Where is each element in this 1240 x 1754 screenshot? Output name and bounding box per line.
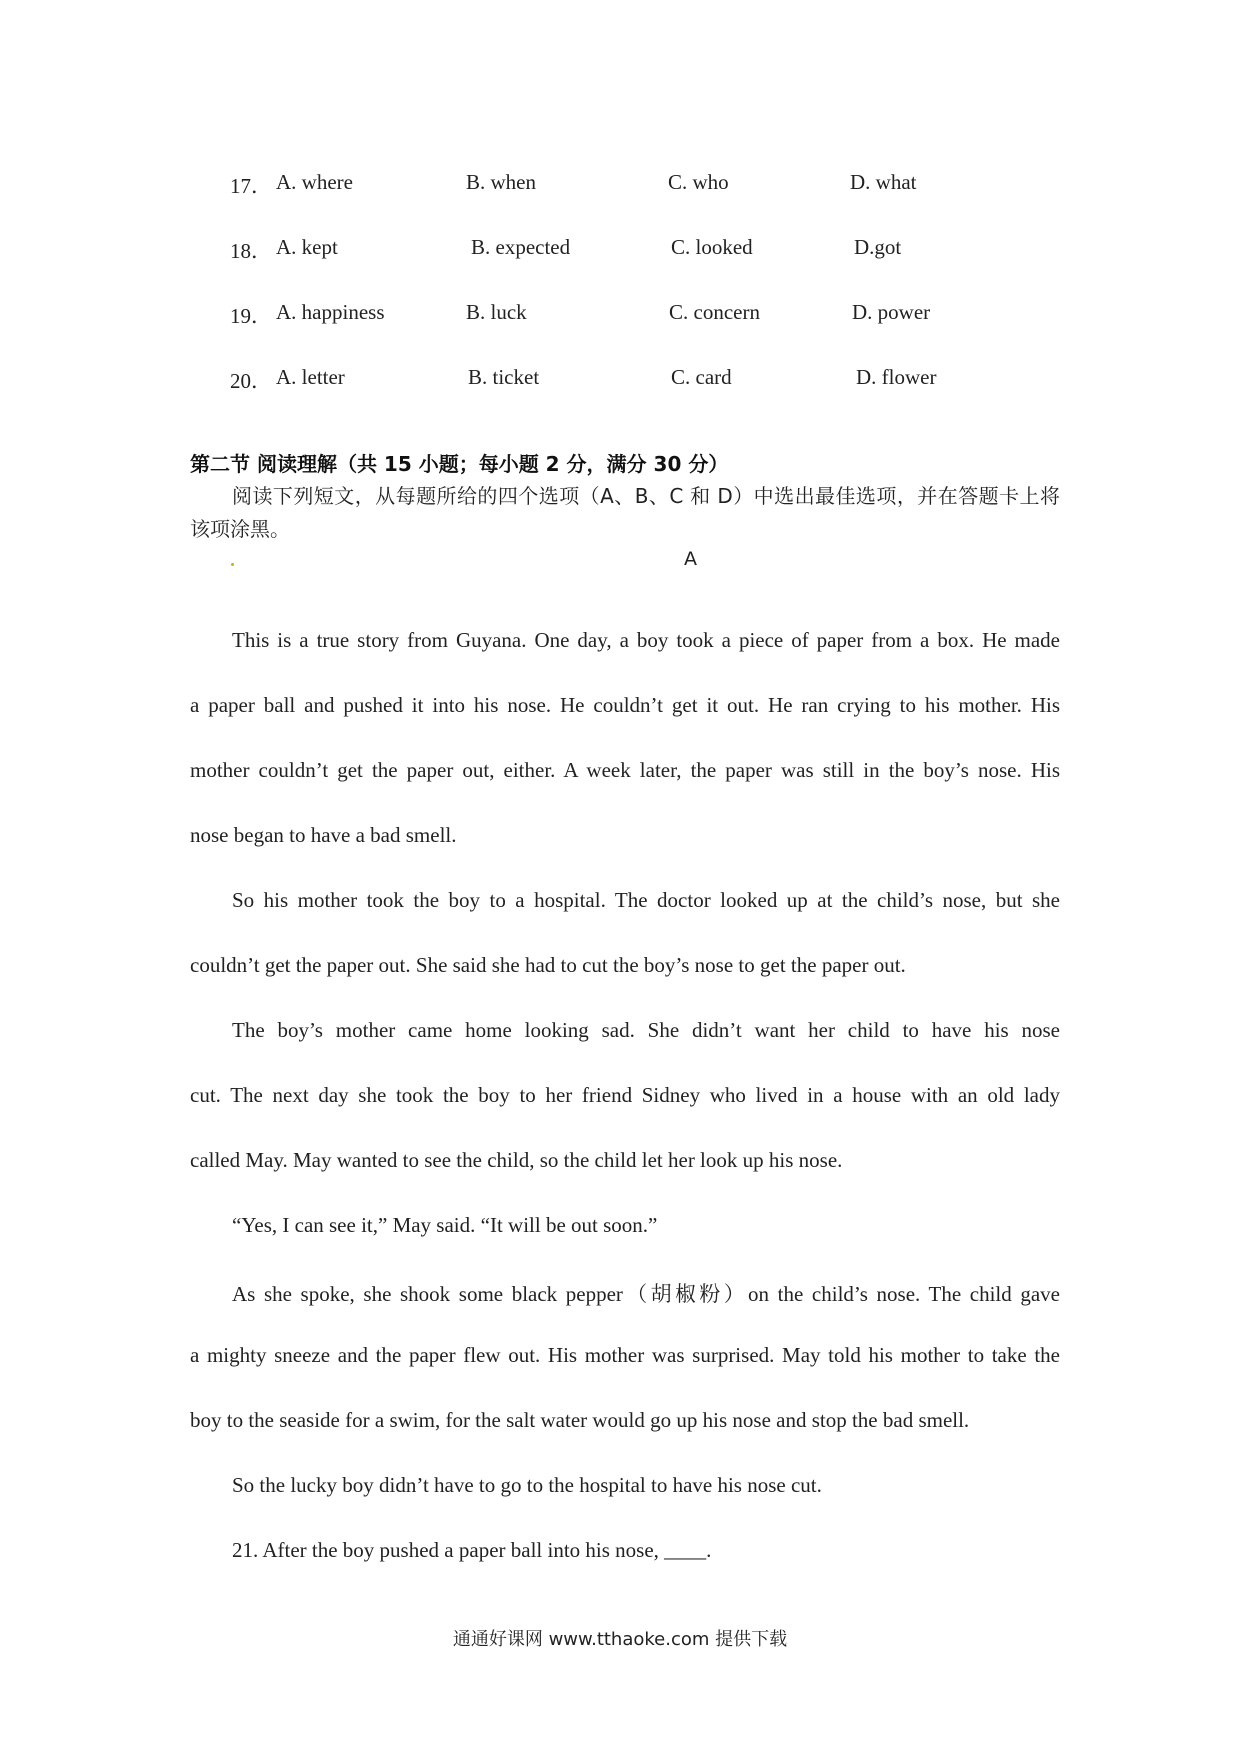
option-c: C. looked — [671, 235, 753, 259]
option-a: A. happiness — [276, 300, 385, 324]
question-number: 18． — [230, 239, 272, 263]
option-c: C. card — [671, 365, 732, 389]
passage-line: boy to the seaside for a swim, for the salt water would go up his nose and stop the bad smell. — [190, 1408, 970, 1432]
passage-line: nose began to have a bad smell. — [190, 823, 457, 847]
passage-line: called May. May wanted to see the child, so the child let her look up his nose. — [190, 1148, 843, 1172]
passage-label: A — [684, 548, 697, 570]
option-d: D. power — [852, 300, 931, 324]
instructions: 阅读下列短文，从每题所给的四个选项（A、B、C 和 D）中选出最佳选项，并在答题卡上将该项涂黑。 — [190, 484, 1060, 541]
question-21: 21. After the boy pushed a paper ball into his nose, ____. — [232, 1538, 712, 1562]
option-c: C. concern — [669, 300, 760, 324]
option-b: B. when — [466, 170, 536, 194]
question-number: 17． — [230, 174, 272, 198]
passage-line: So his mother took the boy to a hospital. The doctor looked up at the child’s nose, but she — [232, 888, 1060, 912]
option-a: A. kept — [276, 235, 338, 259]
passage-line: “Yes, I can see it,” May said. “It will be out soon.” — [232, 1213, 658, 1237]
option-a: A. where — [276, 170, 353, 194]
passage-line: As she spoke, she shook some black pepper（胡椒粉）on the child’s nose. The child gave — [232, 1282, 1060, 1306]
section-heading: 第二节 阅读理解（共 15 小题；每小题 2 分，满分 30 分） — [190, 452, 729, 476]
option-a: A. letter — [276, 365, 345, 389]
option-b: B. ticket — [468, 365, 540, 389]
option-d: D. what — [850, 170, 917, 194]
passage-line: The boy’s mother came home looking sad. She didn’t want her child to have his nose — [232, 1018, 1060, 1042]
passage-line: couldn’t get the paper out. She said she had to cut the boy’s nose to get the paper out. — [190, 953, 906, 977]
option-b: B. expected — [471, 235, 571, 259]
option-c: C. who — [668, 170, 729, 194]
passage-line: So the lucky boy didn’t have to go to the hospital to have his nose cut. — [232, 1473, 822, 1497]
question-number: 19． — [230, 304, 272, 328]
passage-line: mother couldn’t get the paper out, either. A week later, the paper was still in the boy’s nose. His — [190, 758, 1060, 782]
passage-line: This is a true story from Guyana. One day, a boy took a piece of paper from a box. He made — [232, 628, 1060, 652]
option-b: B. luck — [466, 300, 527, 324]
option-d: D. flower — [856, 365, 937, 389]
passage-line: a paper ball and pushed it into his nose. He couldn’t get it out. He ran crying to his mother. His — [190, 693, 1060, 717]
passage-line: cut. The next day she took the boy to her friend Sidney who lived in a house with an old lady — [190, 1083, 1060, 1107]
passage-line: a mighty sneeze and the paper flew out. His mother was surprised. May told his mother to take the — [190, 1343, 1060, 1367]
option-d: D.got — [854, 235, 902, 259]
question-number: 20． — [230, 369, 272, 393]
footer-watermark: 通通好课网 www.tthaoke.com 提供下载 — [452, 1629, 788, 1650]
stray-mark — [231, 563, 234, 566]
